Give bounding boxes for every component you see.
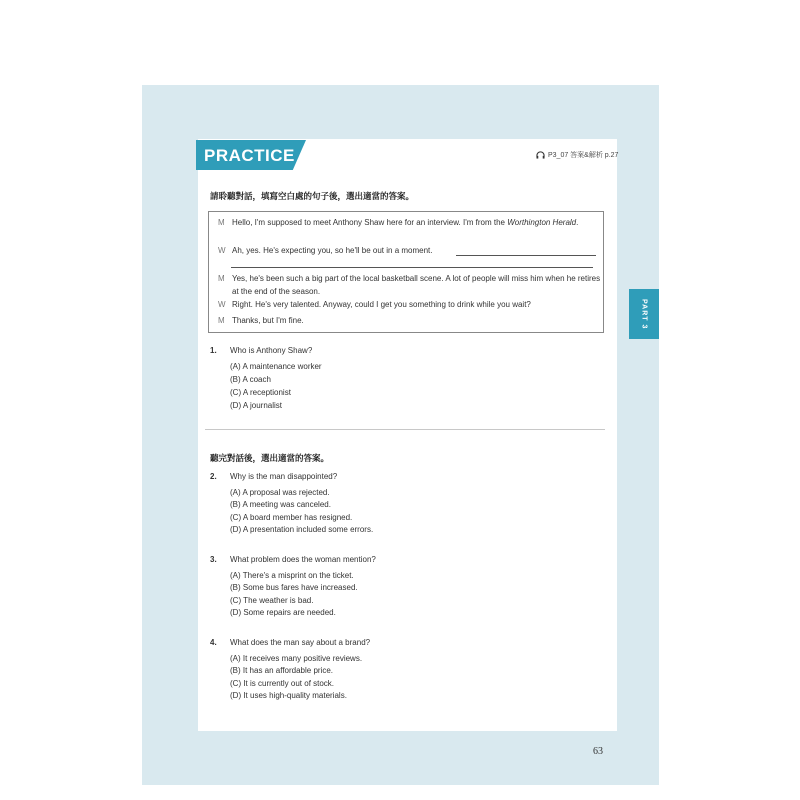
- answer-option-a[interactable]: (A) A proposal was rejected.: [230, 488, 330, 497]
- answer-option-c[interactable]: (C) A board member has resigned.: [230, 513, 353, 522]
- part-tab-label: PART 3: [640, 298, 648, 330]
- audio-reference-text: P3_07 答案&解析 p.27: [548, 152, 619, 159]
- answer-option-b[interactable]: (B) It has an affordable price.: [230, 666, 334, 675]
- speaker-label: M: [218, 218, 225, 227]
- speaker-label: W: [218, 246, 226, 255]
- answer-option-b[interactable]: (B) A coach: [230, 375, 271, 384]
- dialog-text: Ah, yes. He's expecting you, so he'll be out in a moment.: [232, 246, 433, 255]
- fill-in-blank-line[interactable]: [231, 267, 593, 268]
- dialog-box: [208, 211, 604, 333]
- part-side-tab: [629, 289, 659, 339]
- newspaper-name: Worthington Herald: [507, 218, 577, 227]
- section2-instruction: 聽完對話後，選出適當的答案。: [210, 454, 330, 464]
- audio-reference: [536, 150, 618, 160]
- answer-option-d[interactable]: (D) Some repairs are needed.: [230, 608, 336, 617]
- answer-option-c[interactable]: (C) It is currently out of stock.: [230, 679, 335, 688]
- question-number: 4.: [210, 638, 217, 647]
- speaker-label: M: [218, 274, 225, 283]
- answer-option-a[interactable]: (A) It receives many positive reviews.: [230, 654, 363, 663]
- page-number: 63: [593, 746, 603, 757]
- dialog-text: Hello, I'm supposed to meet Anthony Shaw here for an interview. I'm from the Worthington Herald.: [232, 218, 579, 227]
- speaker-label: M: [218, 316, 225, 325]
- answer-option-a[interactable]: (A) A maintenance worker: [230, 362, 322, 371]
- answer-option-b[interactable]: (B) A meeting was canceled.: [230, 500, 331, 509]
- answer-option-d[interactable]: (D) A presentation included some errors.: [230, 525, 374, 534]
- question-number: 3.: [210, 555, 217, 564]
- question-text: Who is Anthony Shaw?: [230, 346, 313, 355]
- answer-option-d[interactable]: (D) A journalist: [230, 401, 283, 410]
- dialog-text: Right. He's very talented. Anyway, could I get you something to drink while you wait?: [232, 300, 531, 309]
- practice-title: PRACTICE: [204, 146, 295, 165]
- headphones-icon: [536, 151, 545, 159]
- question-text: Why is the man disappointed?: [230, 472, 338, 481]
- question-text: What problem does the woman mention?: [230, 555, 376, 564]
- dialog-text: Thanks, but I'm fine.: [232, 316, 304, 325]
- speaker-label: W: [218, 300, 226, 309]
- section-divider: [205, 429, 605, 430]
- fill-in-blank-line[interactable]: [456, 255, 596, 256]
- answer-option-a[interactable]: (A) There's a misprint on the ticket.: [230, 571, 354, 580]
- section1-instruction: 請聆聽對話，填寫空白處的句子後，選出適當的答案。: [210, 192, 415, 202]
- dialog-text: Yes, he's been such a big part of the local basketball scene. A lot of people will miss him when he retires at the end of the season.: [232, 274, 601, 296]
- question-number: 1.: [210, 346, 217, 355]
- question-number: 2.: [210, 472, 217, 481]
- answer-option-c[interactable]: (C) The weather is bad.: [230, 596, 314, 605]
- question-text: What does the man say about a brand?: [230, 638, 371, 647]
- answer-option-d[interactable]: (D) It uses high-quality materials.: [230, 691, 347, 700]
- answer-option-c[interactable]: (C) A receptionist: [230, 388, 291, 397]
- answer-option-b[interactable]: (B) Some bus fares have increased.: [230, 583, 358, 592]
